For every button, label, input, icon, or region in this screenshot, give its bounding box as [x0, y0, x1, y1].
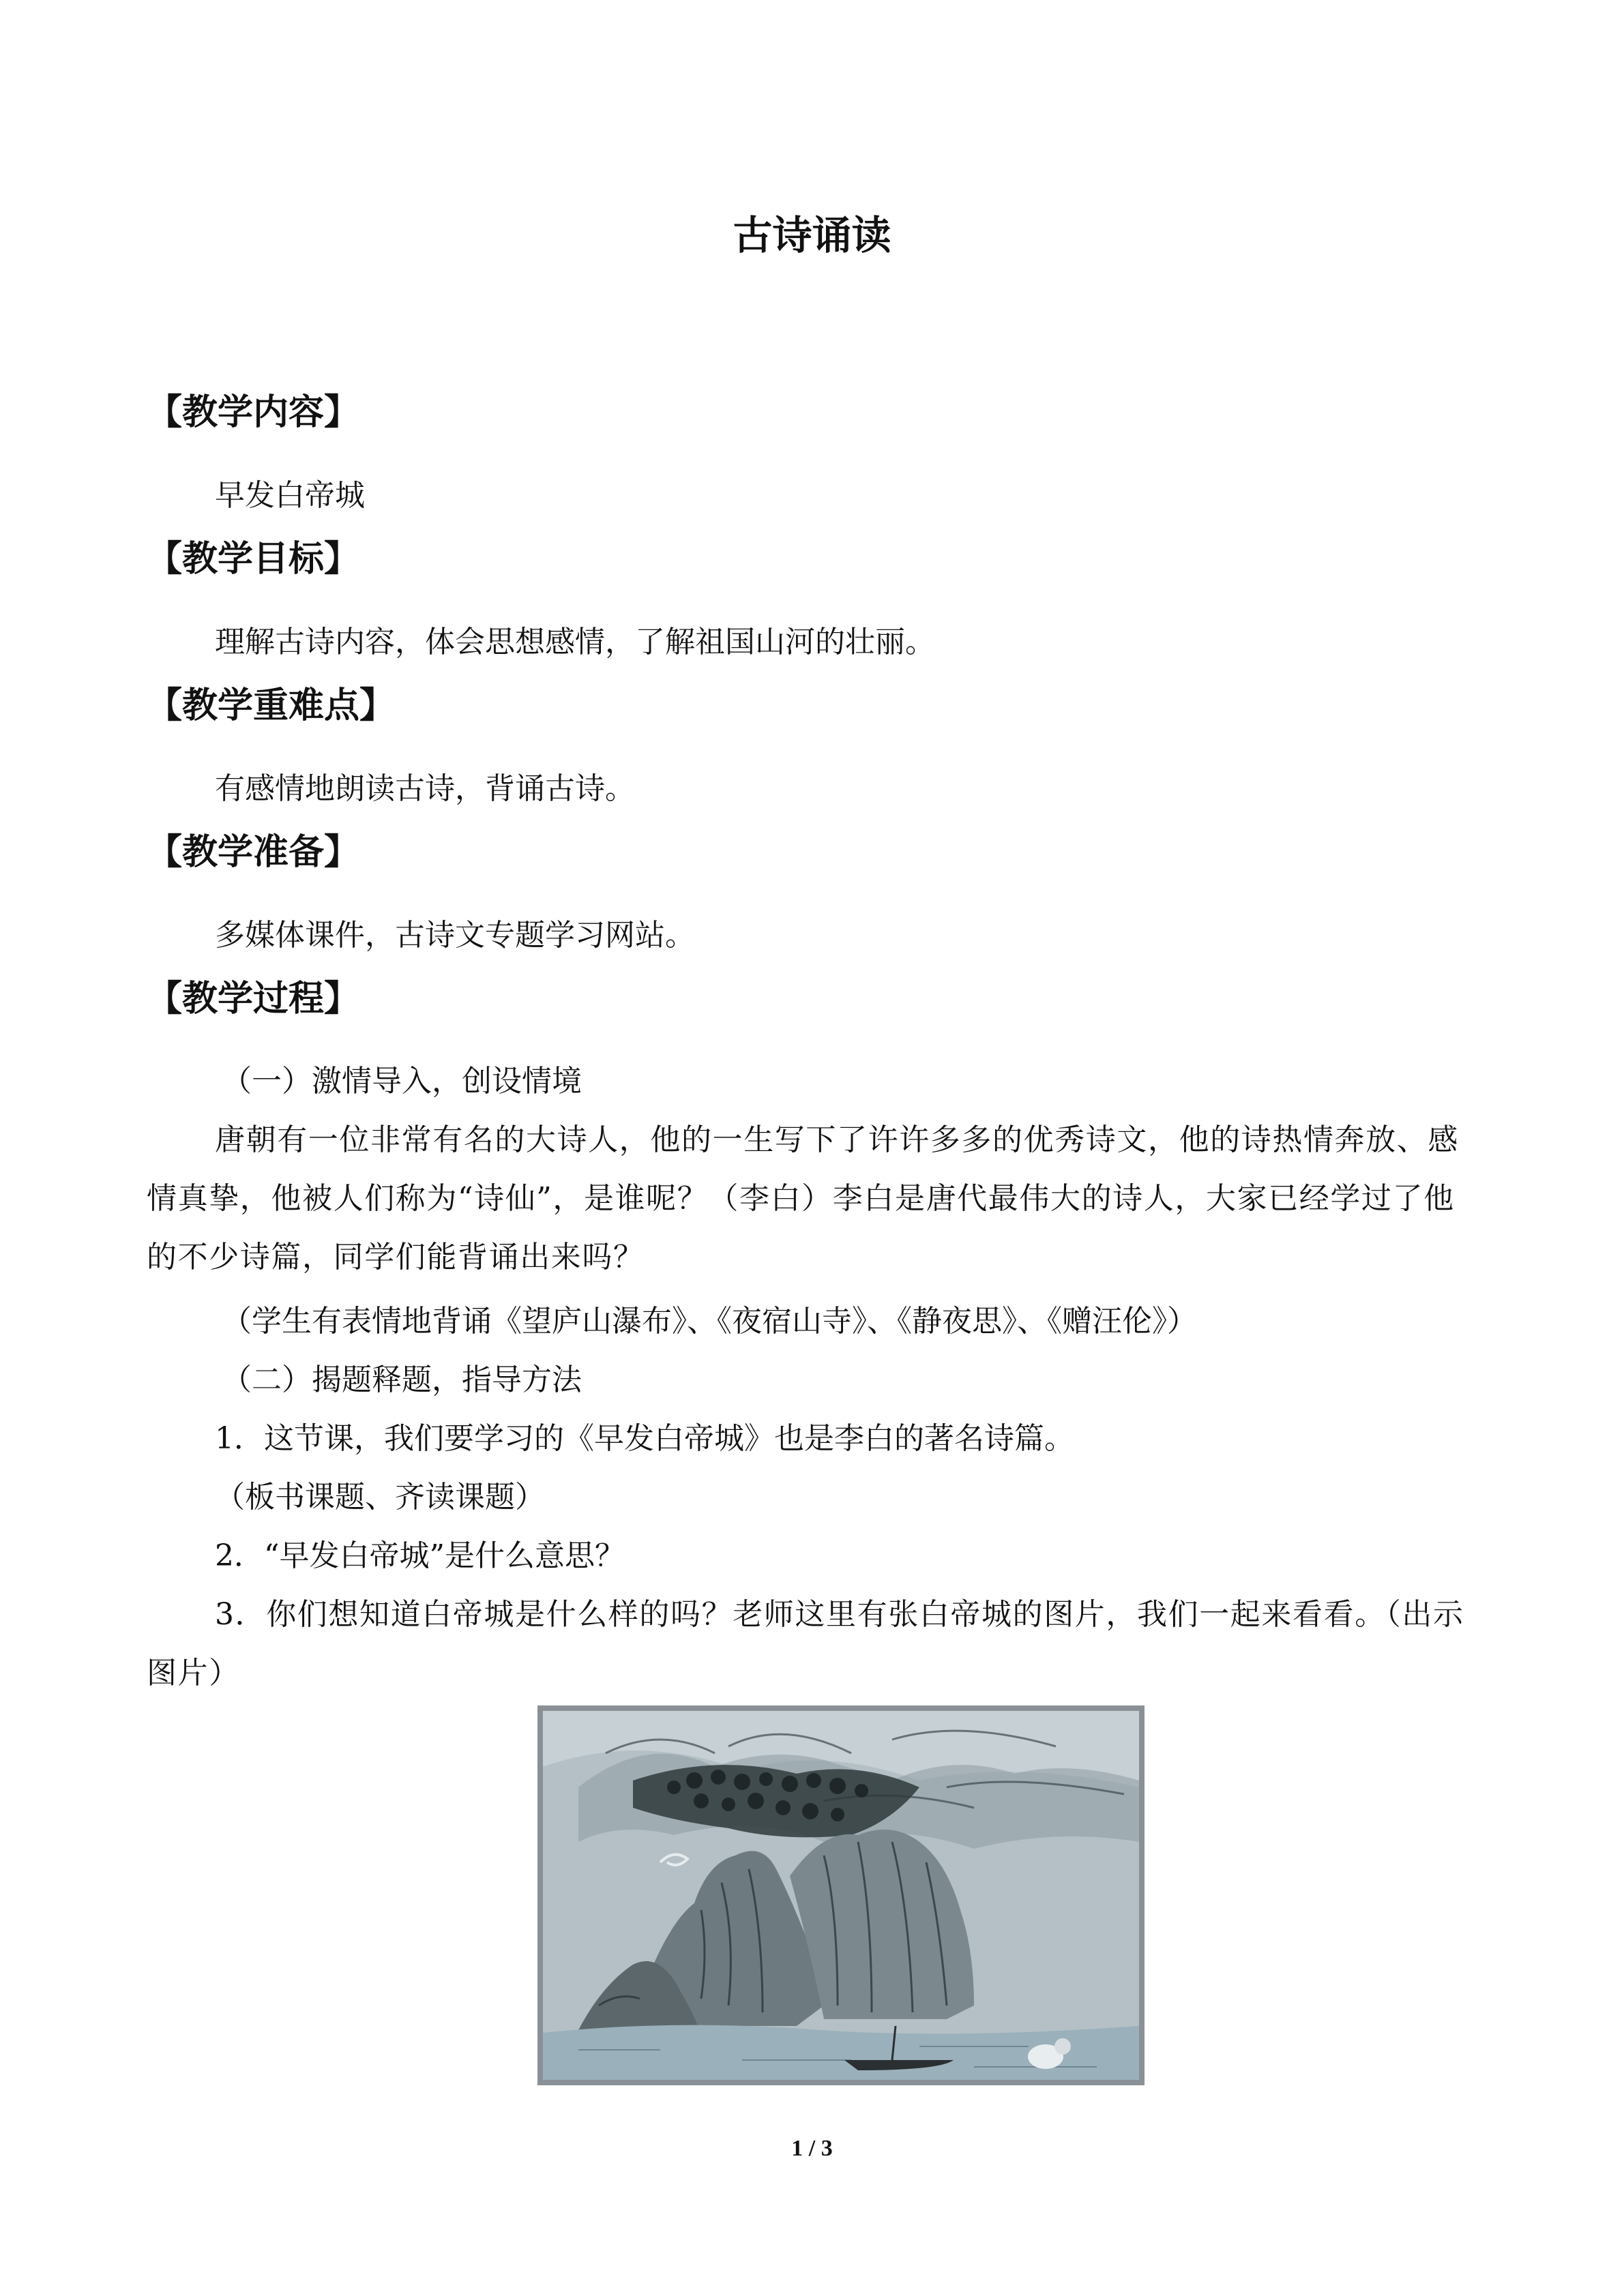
section-heading-content: 【教学内容】 — [147, 392, 360, 433]
process-step1-title — [147, 1052, 1480, 1111]
baidicheng-picture — [537, 1705, 1145, 2085]
page-number: 1 / 3 — [791, 2136, 833, 2161]
section-heading-process: 【教学过程】 — [147, 979, 360, 1019]
section-body-goals-text: 理解古诗内容，体会思想感情，了解祖国山河的壮丽。 — [215, 625, 935, 659]
process-item-1-text: 1．这节课，我们要学习的《早发白帝城》也是李白的著名诗篇。 — [215, 1421, 1074, 1456]
process-step1-title-text: （一）激情导入，创设情境 — [222, 1064, 582, 1099]
process-students-recite — [147, 1292, 1480, 1351]
process-step2-title — [147, 1351, 1480, 1410]
section-heading-goals: 【教学目标】 — [147, 539, 360, 580]
process-item-2-text: 2．“早发白帝城”是什么意思？ — [215, 1538, 625, 1573]
section-body-preparation-text: 多媒体课件，古诗文专题学习网站。 — [215, 918, 695, 953]
page-title: 古诗诵读 — [733, 212, 891, 258]
process-item-1 — [147, 1410, 1480, 1468]
process-item-1-note-text: （板书课题、齐读课题） — [215, 1480, 545, 1515]
process-students-recite-text: （学生有表情地背诵《望庐山瀑布》、《夜宿山寺》、《静夜思》、《赠汪伦》） — [222, 1304, 1197, 1339]
section-heading-preparation: 【教学准备】 — [147, 832, 360, 873]
section-body-content-text: 早发白帝城 — [215, 478, 365, 513]
section-heading-key-points: 【教学重难点】 — [147, 685, 396, 726]
section-body-goals — [147, 613, 1480, 672]
section-body-preparation — [147, 906, 1480, 965]
process-intro-paragraph: 唐朝有一位非常有名的大诗人，他的一生写下了许许多多的优秀诗文，他的诗热情奔放、感情真挚，他被人们称为“诗仙”，是谁呢？（李白）李白是唐代最伟大的诗人，大家已经学过了他的不少诗篇，同学们能背诵出来吗？ — [147, 1122, 1459, 1274]
process-step2-title-text: （二）揭题释题，指导方法 — [222, 1362, 582, 1397]
process-item-2 — [147, 1527, 1480, 1585]
section-body-content — [147, 466, 1480, 525]
section-body-key-points-text: 有感情地朗读古诗，背诵古诗。 — [215, 771, 635, 806]
section-body-key-points — [147, 760, 1480, 818]
process-item-3: 3．你们想知道白帝城是什么样的吗？老师这里有张白帝城的图片，我们一起来看看。（出示图片） — [147, 1597, 1464, 1690]
process-item-1-note — [147, 1468, 1480, 1527]
